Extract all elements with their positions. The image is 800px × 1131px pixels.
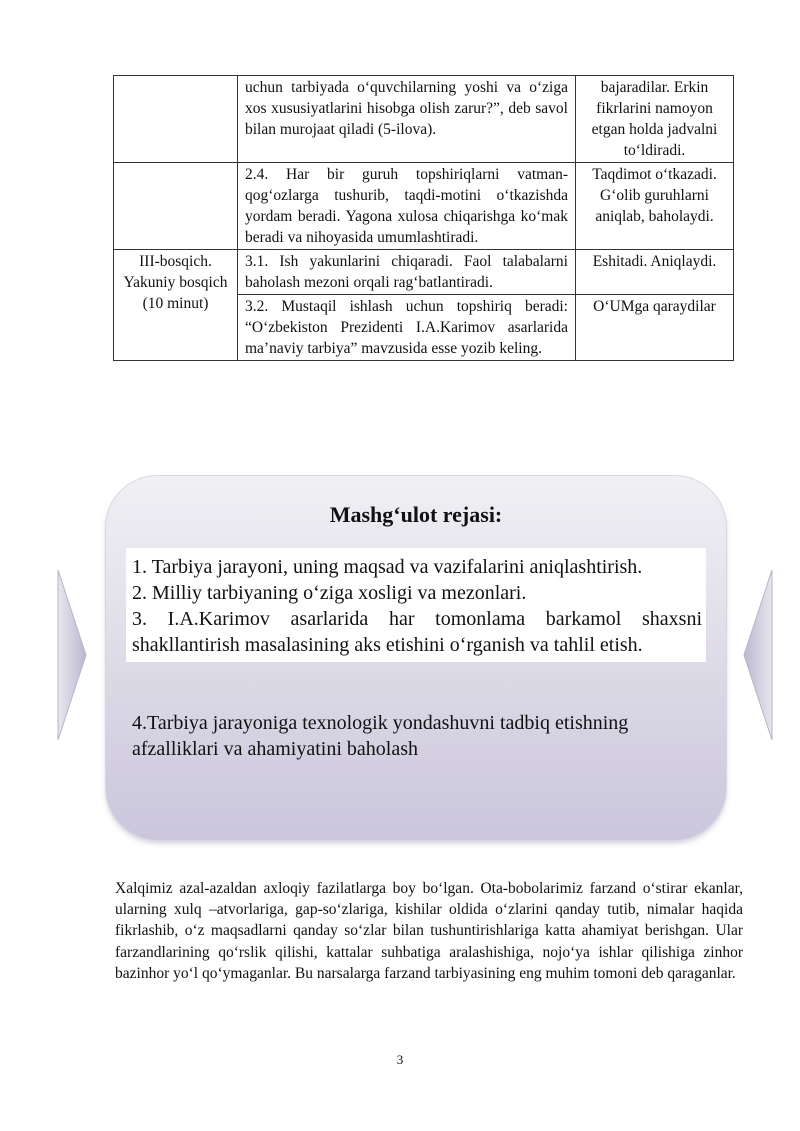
table-row	[114, 76, 734, 163]
plan-item: 4.Tarbiya jarayoniga texnologik yondashuvni tadbiq etishning afzalliklari va ahamiyatini baholash	[132, 712, 629, 760]
teacher-activity-cell: uchun tarbiyada o‘quvchilarning yoshi va o‘ziga xos xususiyatlarini hisobga olish zarur?”, deb savol bilan murojaat qiladi (5-ilova).	[238, 76, 576, 163]
page-number: 3	[396, 1052, 404, 1067]
student-activity-cell: O‘UMga qaraydilar	[576, 295, 734, 361]
plan-list	[126, 548, 706, 662]
table-row	[114, 250, 734, 295]
body-paragraph: Xalqimiz azal-azaldan axloqiy fazilatlarga boy bo‘lgan. Ota-bobolarimiz farzand o‘stirar ekanlar, ularning xulq –atvorlariga, gap-so‘zlariga, kishilar oldida o‘zlarini qanday tutib, nimalar haqida fikrlashib, o‘z maqsadlarni qanday so‘zlar bilan tushuntirishlariga katta ahamiyat berishgan. Ular farzandlarining qo‘rslik qilishi, kattalar suhbatiga aralashishiga, nojo‘ya ishlar qilishiga zinhor bazinhor yo‘l qo‘ymaganlar. Bu narsalarga farzand tarbiyasining eng muhim tomoni deb qaraganlar.	[115, 880, 743, 982]
student-activity-cell: bajaradilar. Erkin fikrlarini namoyon etgan holda jadvalni to‘ldiradi.	[576, 76, 734, 163]
lesson-plan-panel	[106, 476, 726, 840]
plan-item: 3. I.A.Karimov asarlarida har tomonlama barkamol shaxsni shakllantirish masalasining aks etishini o‘rganish va tahlil etish.	[132, 608, 702, 656]
stage-cell: III-bosqich. Yakuniy bosqich (10 minut)	[114, 250, 238, 361]
left-arrow-icon	[56, 568, 88, 742]
stage-cell	[114, 76, 238, 163]
plan-title: Mashg‘ulot rejasi:	[329, 502, 503, 527]
stage-cell	[114, 163, 238, 250]
teacher-activity-cell: 2.4. Har bir guruh topshiriqlarni vatman-qog‘ozlarga tushurib, taqdi-motini o‘tkazishda yordam beradi. Yagona xulosa chiqarishga ko‘mak beradi va nihoyasida umumlashtiradi.	[238, 163, 576, 250]
right-arrow-icon	[742, 568, 774, 742]
lesson-plan-table	[113, 75, 734, 361]
student-activity-cell: Eshitadi. Aniqlaydi.	[576, 250, 734, 295]
teacher-activity-cell: 3.1. Ish yakunlarini chiqaradi. Faol talabalarni baholash mezoni orqali rag‘batlantiradi.	[238, 250, 576, 295]
student-activity-cell: Taqdimot o‘tkazadi. G‘olib guruhlarni aniqlab, baholaydi.	[576, 163, 734, 250]
plan-item: 1. Tarbiya jarayoni, uning maqsad va vazifalarini aniqlashtirish.	[132, 556, 643, 578]
plan-item: 2. Milliy tarbiyaning o‘ziga xosligi va mezonlari.	[132, 582, 527, 604]
table-row	[114, 163, 734, 250]
teacher-activity-cell: 3.2. Mustaqil ishlash uchun topshiriq beradi: “O‘zbekiston Prezidenti I.A.Karimov asarlarida ma’naviy tarbiya” mavzusida esse yozib keling.	[238, 295, 576, 361]
